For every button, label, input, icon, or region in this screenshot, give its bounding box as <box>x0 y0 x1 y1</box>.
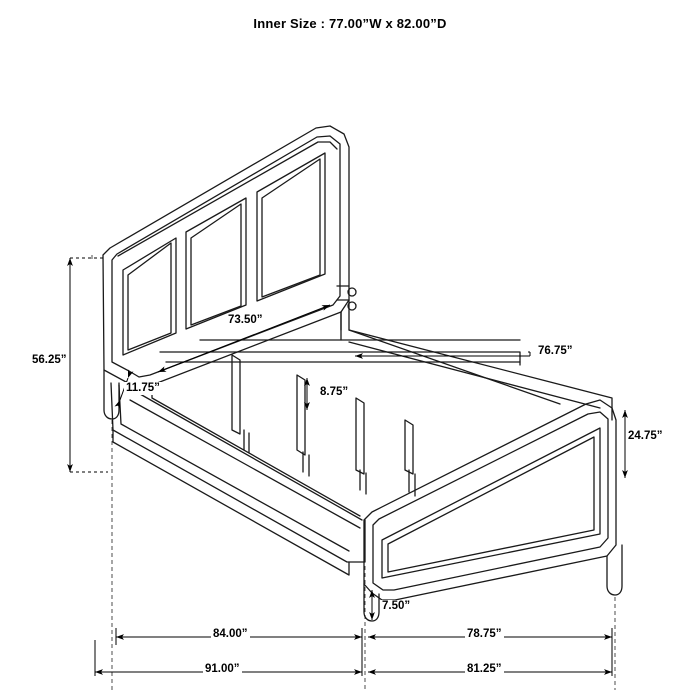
bed-outline <box>103 126 622 621</box>
dimension-label-footboard-height: 24.75” <box>628 430 663 442</box>
dimension-label-right-overall-width: 81.25” <box>467 663 502 675</box>
dimension-label-left-base-width: 84.00” <box>213 628 248 640</box>
page-title: Inner Size : 77.00”W x 82.00”D <box>253 16 447 31</box>
dimension-lines <box>70 258 625 676</box>
dimension-label-slat-height: 8.75” <box>320 386 349 398</box>
dimension-label-inner-depth: 76.75” <box>538 345 573 357</box>
dimension-label-right-base-width: 78.75” <box>467 628 502 640</box>
dimension-label-headboard-width: 73.50” <box>228 314 263 326</box>
dimension-label-headboard-height: 56.25” <box>32 354 67 366</box>
dimension-label-left-overall-width: 91.00” <box>205 663 240 675</box>
dimension-label-side-rail-height: 11.75” <box>126 382 160 394</box>
dimension-label-footboard-clearance: 7.50” <box>382 600 411 612</box>
